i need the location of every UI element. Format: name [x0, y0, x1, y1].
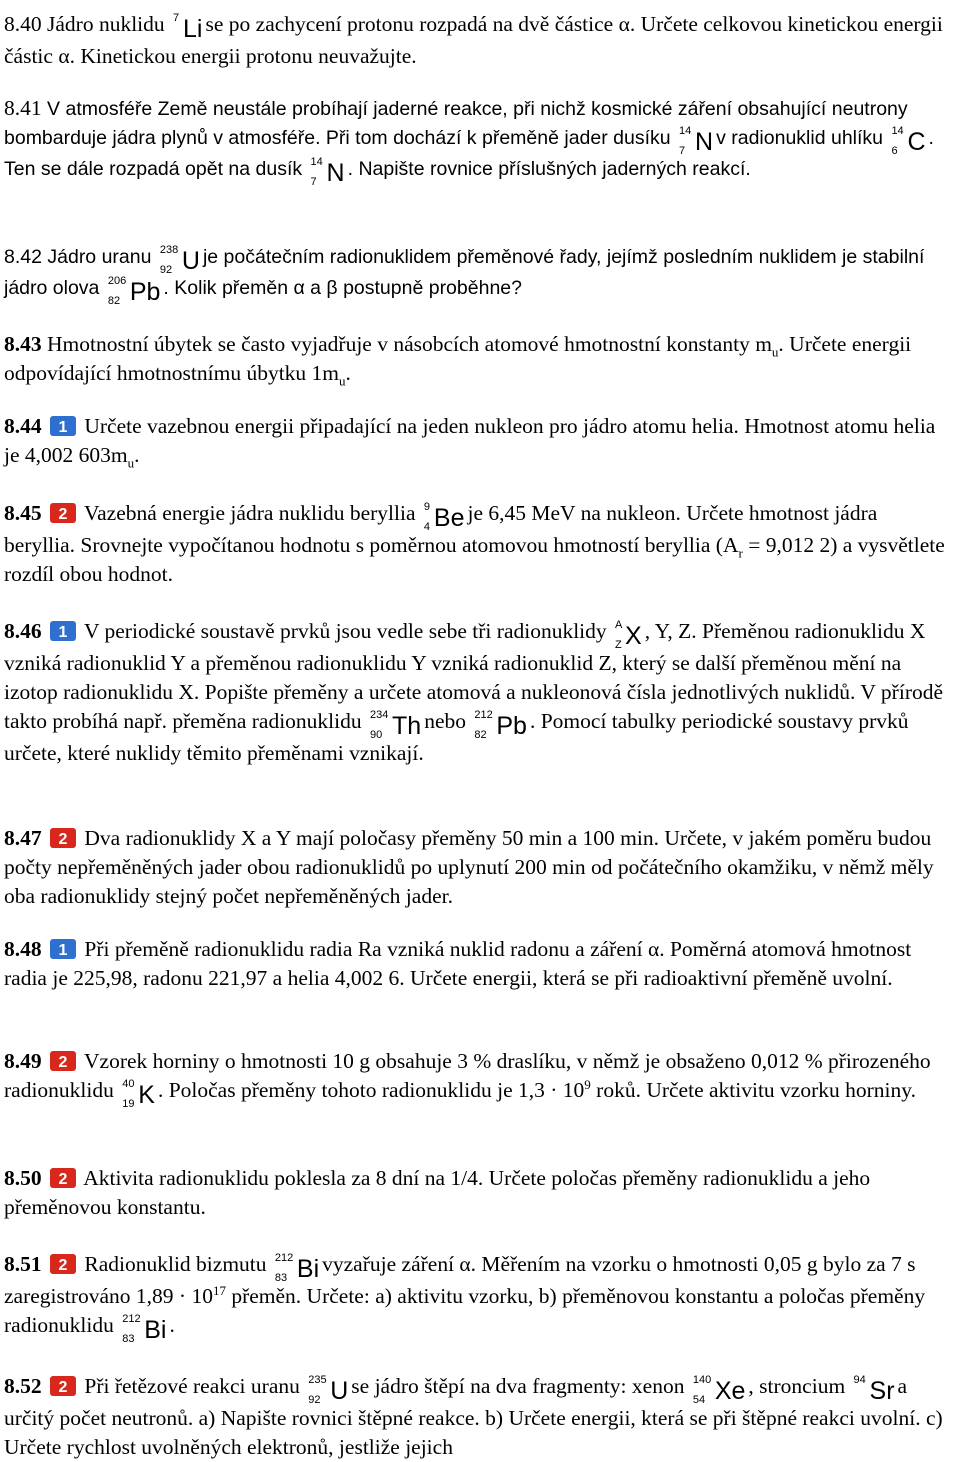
problem-8-41: 8.41 V atmosféře Země neustále probíhají jaderné reakce, při nichž kosmické záření obsahující neutrony bombarduje jádra plynů v atmosféře. Při tom dochází k přeměně jader dusíku 14 7 N v radionuklid uhlíku 14 6 C . Ten se dále rozpadá opět na dusík 14 7 N . Napište rovnice příslušných jaderných reakcí. — [4, 96, 934, 188]
problem-8-40: 8.40 Jádro nuklidu 7 Li se po zachycení protonu rozpadá na dvě částice α. Určete celkovou kinetickou energii částic α. Kinetickou energii protonu neuvažujte. — [4, 12, 943, 68]
nuclide-th234: 234 90 Th — [370, 709, 422, 741]
svg-text:2: 2 — [58, 1171, 68, 1188]
problem-8-51: 8.51 2 Radionuklid bizmutu 212 83 Bi vyzařuje záření α. Měřením na vzorku o hmotnosti 0,05 g bylo za 7 s zaregistrováno $1,89 \cdot 10^{17}$ přeměn. Určete: a) aktivitu vzorku, b) přeměnovou konstantu a poločas přeměny radionuklidu 212 83 Bi . — [4, 1252, 926, 1345]
problem-number: 8.48 — [4, 937, 42, 961]
problem-number: 8.45 — [4, 501, 42, 525]
nuclide-c14: 14 6 C — [891, 125, 926, 157]
difficulty-2-icon — [50, 503, 76, 523]
problem-number: 8.41 — [4, 96, 42, 120]
difficulty-2-icon — [50, 1168, 76, 1188]
problem-number: 8.50 — [4, 1166, 42, 1190]
difficulty-2-icon — [50, 1254, 76, 1274]
problem-8-49: 8.49 2 Vzorek horniny o hmotnosti 10 g obsahuje 3 % draslíku, v němž je obsaženo 0,012 % přirozeného radionuklidu 40 19 K . Poločas přeměny tohoto radionuklidu je $1,3 \cdot 10^9$ roků. Určete aktivitu vzorku horniny. — [4, 1049, 931, 1110]
svg-text:1: 1 — [58, 942, 68, 959]
nuclide-k40: 40 19 K — [122, 1078, 155, 1110]
problem-number: 8.42 — [4, 246, 42, 268]
nuclide-be9: 9 4 Be — [423, 501, 465, 533]
nuclide-n14: 14 7 N — [679, 125, 714, 157]
problem-8-44: 8.44 1 Určete vazebnou energii připadající na jeden nukleon pro jádro atomu helia. Hmotnost atomu helia je 4,002 $603m_u$. — [4, 414, 936, 471]
problem-8-46: 8.46 1 V periodické soustavě prvků jsou vedle sebe tři radionuklidy A Z X , Y, Z. Přeměnou radionuklidu X vzniká radionuklid Y a přeměnou radionuklidu Y vzniká radionuklid Z, který se další přeměnou mění na izotop radionuklidu X. Popište přeměny a určete atomová a nukleonová čísla jednotlivých nuklidů. V přírodě takto probíhá např. přeměna radionuklidu 234 90 Th nebo 212 82 Pb . Pomocí tabulky periodické soustavy prvků určete, které nuklidy těmito přeměnami vznikají. — [4, 619, 944, 765]
svg-text:1: 1 — [58, 624, 68, 641]
problem-number: 8.51 — [4, 1252, 42, 1276]
difficulty-2-icon — [50, 1051, 76, 1071]
problem-8-47: 8.47 2 Dva radionuklidy X a Y mají poločasy přeměny 50 min a 100 min. Určete, v jakém poměru budou počty nepřeměněných jader obou radionuklidů po uplynutí 200 min od počátečního okamžiku, v němž měly oba radionuklidy stejný počet nepřeměněných jader. — [4, 826, 934, 908]
difficulty-1-icon — [50, 621, 76, 641]
problem-8-45: 8.45 2 Vazebná energie jádra nuklidu beryllia 9 4 Be je 6,45 MeV na nukleon. Určete hmotnost jádra beryllia. Srovnejte vypočítanou hodnotu s poměrnou atomovou hmotností beryllia ($A_r = 9,012$ 2) a vysvětlete rozdíl obou hodnot. — [4, 501, 945, 586]
nuclide-bi212: 212 83 Bi — [274, 1252, 320, 1284]
nuclide-bi212: 212 83 Bi — [122, 1313, 167, 1345]
problem-number: 8.40 — [4, 12, 42, 36]
problem-8-52: 8.52 2 Při řetězové reakci uranu 235 92 U se jádro štěpí na dva fragmenty: xenon 140 54 Xe , stroncium 94 Sr a určitý počet neutronů. a) Napište rovnici štěpné reakce. b) Určete energii, která se při štěpné reakci uvolní. c) Určete rychlost uvolněných elektronů, jestliže jejich — [4, 1374, 943, 1459]
problem-8-42: 8.42 Jádro uranu 238 92 U je počátečním radionuklidem přeměnové řady, jejímž posledním nuklidem je stabilní jádro olova 206 82 Pb . Kolik přeměn α a β postupně proběhne? — [4, 244, 925, 307]
problem-8-43: 8.43 Hmotnostní úbytek se často vyjadřuje v násobcích atomové hmotnostní konstanty $m_u$. Určete energii odpovídající hmotnostnímu úbytku $1m_u$. — [4, 332, 912, 389]
nuclide-pb212: 212 82 Pb — [474, 709, 527, 741]
svg-text:1: 1 — [58, 419, 68, 436]
problem-8-48: 8.48 1 Při přeměně radionuklidu radia Ra vzniká nuklid radonu a záření α. Poměrná atomová hmotnost radia je 225,98, radonu 221,97 a helia 4,002 6. Určete energii, která se při radioaktivní přeměně uvolní. — [4, 937, 912, 990]
problem-number: 8.49 — [4, 1049, 42, 1073]
difficulty-1-icon — [50, 939, 76, 959]
difficulty-1-icon — [50, 416, 76, 436]
nuclide-u235: 235 92 U — [308, 1374, 349, 1406]
difficulty-2-icon — [50, 1376, 76, 1396]
nuclide-x: A Z X — [615, 619, 642, 651]
nuclide-xe140: 140 54 Xe — [692, 1374, 746, 1406]
nuclide-pb206: 206 82 Pb — [107, 275, 161, 307]
problem-8-50: 8.50 2 Aktivita radionuklidu poklesla za 8 dní na 1/4. Určete poločas přeměny radionuklidu a jeho přeměnovou konstantu. — [4, 1166, 871, 1219]
svg-text:2: 2 — [58, 1379, 68, 1396]
nuclide-u238: 238 92 U — [159, 244, 200, 276]
nuclide-sr94: 94 Sr — [853, 1374, 895, 1405]
difficulty-2-icon — [50, 828, 76, 848]
problem-number: 8.47 — [4, 826, 42, 850]
svg-text:2: 2 — [58, 831, 68, 848]
svg-text:2: 2 — [58, 506, 68, 523]
problem-number: 8.44 — [4, 414, 42, 438]
nuclide-n14: 14 7 N — [310, 156, 345, 188]
problem-number: 8.52 — [4, 1374, 42, 1398]
svg-text:2: 2 — [58, 1257, 68, 1274]
nuclide-li7: 7 Li — [173, 12, 203, 43]
svg-text:2: 2 — [58, 1054, 68, 1071]
problem-number: 8.46 — [4, 619, 42, 643]
problem-number: 8.43 — [4, 332, 42, 356]
